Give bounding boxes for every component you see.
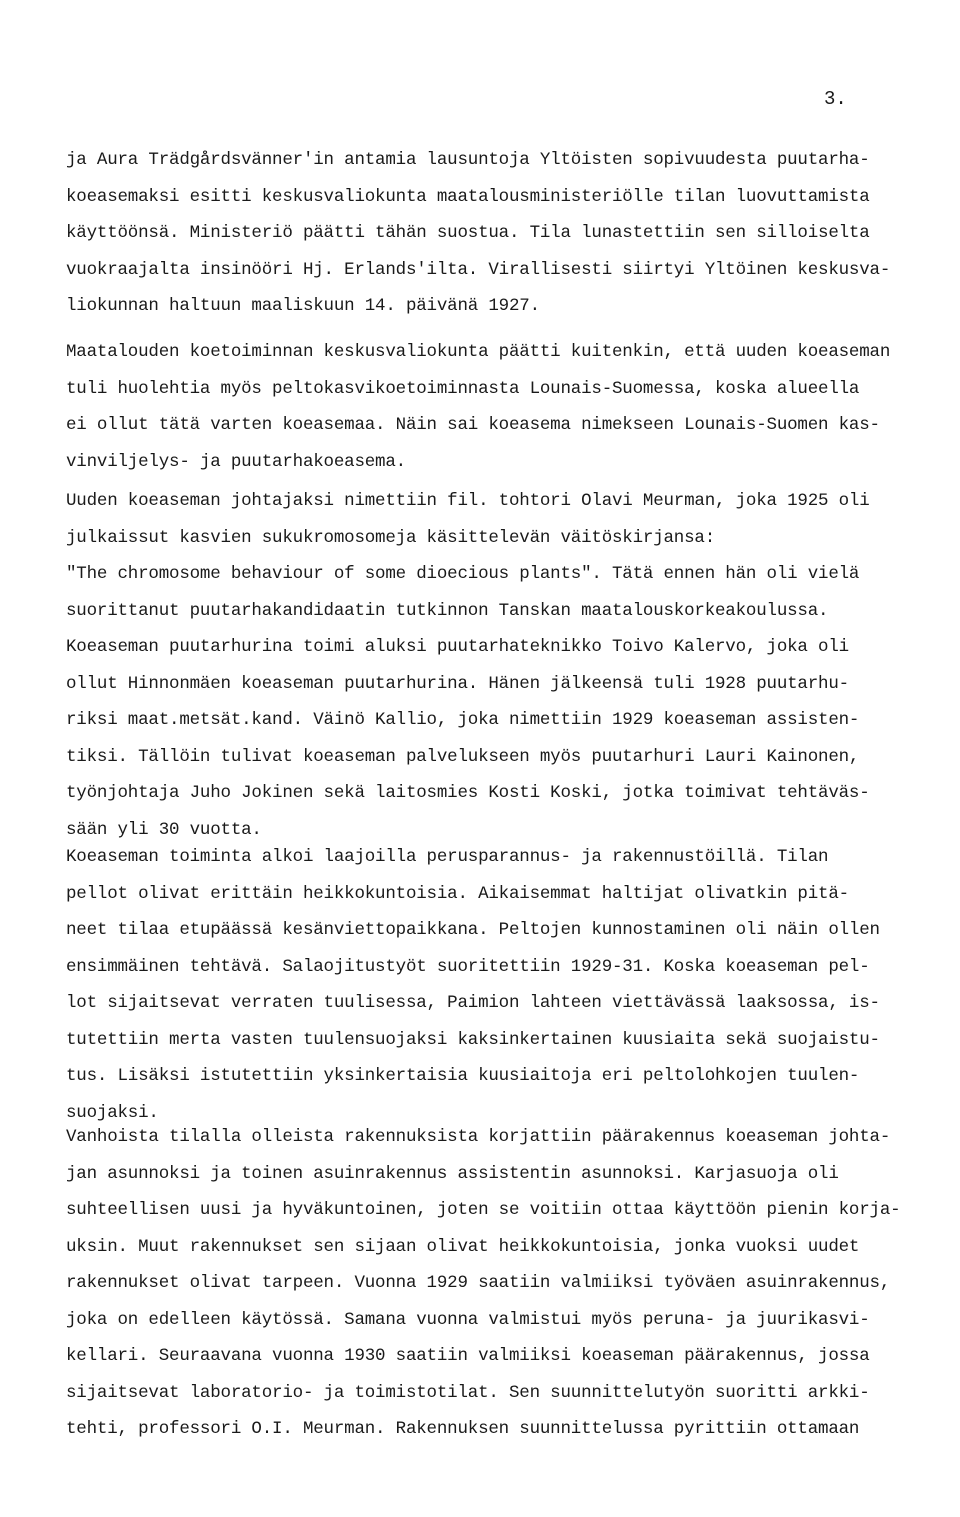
text-line: jan asunnoksi ja toinen asuinrakennus assistentin asunnoksi. Karjasuoja oli <box>66 1163 839 1184</box>
text-line: tiksi. Tällöin tulivat koeaseman palvelukseen myös puutarhuri Lauri Kainonen, <box>66 746 860 767</box>
text-line: ja Aura Trädgårdsvänner'in antamia lausuntoja Yltöisten sopivuudesta puutarha- <box>66 150 870 170</box>
paragraph-3 <box>66 483 946 848</box>
text-line: neet tilaa etupäässä kesänviettopaikkana. Peltojen kunnostaminen oli näin ollen <box>66 920 880 940</box>
text-line: ollut Hinnonmäen koeaseman puutarhurina. Hänen jälkeensä tuli 1928 puutarhu- <box>66 673 849 694</box>
text-line: suorittanut puutarhakandidaatin tutkinnon Tanskan maatalouskorkeakoulussa. <box>66 600 829 621</box>
text-line: koeasemaksi esitti keskusvaliokunta maatalousministeriölle tilan luovuttamista <box>66 186 870 207</box>
text-line: ensimmäinen tehtävä. Salaojitustyöt suoritettiin 1929-31. Koska koeaseman pel- <box>66 956 870 977</box>
text-line: vinviljelys- ja puutarhakoeasema. <box>66 451 406 472</box>
text-line: Koeaseman toiminta alkoi laajoilla perusparannus- ja rakennustöillä. Tilan <box>66 847 829 867</box>
text-line: pellot olivat erittäin heikkokuntoisia. Aikaisemmat haltijat olivatkin pitä- <box>66 883 849 904</box>
text-line: työnjohtaja Juho Jokinen sekä laitosmies Kosti Koski, jotka toimivat tehtäväs- <box>66 783 870 803</box>
text-line: käyttöönsä. Ministeriö päätti tähän suostua. Tila lunastettiin sen silloiselta <box>66 223 870 243</box>
text-line: riksi maat.metsät.kand. Väinö Kallio, joka nimettiin 1929 koeaseman assisten- <box>66 710 860 730</box>
page-number: 3. <box>824 88 847 110</box>
text-line: Uuden koeaseman johtajaksi nimettiin fil. tohtori Olavi Meurman, joka 1925 oli <box>66 491 870 511</box>
text-line: tutettiin merta vasten tuulensuojaksi kaksinkertainen kuusiaita sekä suojaistu- <box>66 1029 880 1050</box>
paragraph-2 <box>66 334 946 480</box>
text-line: sijaitsevat laboratorio- ja toimistotilat. Sen suunnittelutyön suoritti arkki- <box>66 1382 870 1403</box>
text-line: Maatalouden koetoiminnan keskusvaliokunta päätti kuitenkin, että uuden koeaseman <box>66 342 891 362</box>
text-line: kellari. Seuraavana vuonna 1930 saatiin valmiiksi koeaseman päärakennus, jossa <box>66 1346 870 1366</box>
text-line: Vanhoista tilalla olleista rakennuksista korjattiin päärakennus koeaseman johta- <box>66 1127 891 1147</box>
text-line: "The chromosome behaviour of some dioecious plants". Tätä ennen hän oli vielä <box>66 564 860 584</box>
text-line: suojaksi. <box>66 1102 159 1123</box>
text-line: liokunnan haltuun maaliskuun 14. päivänä 1927. <box>66 296 540 316</box>
text-line: tehti, professori O.I. Meurman. Rakennuksen suunnittelussa pyrittiin ottamaan <box>66 1419 860 1439</box>
text-line: vuokraajalta insinööri Hj. Erlands'ilta. Virallisesti siirtyi Yltöinen keskusva- <box>66 259 891 280</box>
text-line: tus. Lisäksi istutettiin yksinkertaisia kuusiaitoja eri peltolohkojen tuulen- <box>66 1066 860 1086</box>
text-line: julkaissut kasvien sukukromosomeja käsittelevän väitöskirjansa: <box>66 527 716 548</box>
paragraph-1 <box>66 142 946 325</box>
text-line: suhteellisen uusi ja hyväkuntoinen, joten se voitiin ottaa käyttöön pienin korja- <box>66 1200 901 1220</box>
text-line: rakennukset olivat tarpeen. Vuonna 1929 saatiin valmiiksi työväen asuinrakennus, <box>66 1273 891 1293</box>
text-line: uksin. Muut rakennukset sen sijaan olivat heikkokuntoisia, jonka vuoksi uudet <box>66 1236 860 1257</box>
text-line: joka on edelleen käytössä. Samana vuonna valmistui myös peruna- ja juurikasvi- <box>66 1309 870 1330</box>
text-line: Koeaseman puutarhurina toimi aluksi puutarhateknikko Toivo Kalervo, joka oli <box>66 637 849 657</box>
text-line: lot sijaitsevat verraten tuulisessa, Paimion lahteen viettävässä laaksossa, is- <box>66 993 880 1013</box>
paragraph-4 <box>66 839 946 1131</box>
text-line: ei ollut tätä varten koeasemaa. Näin sai koeasema nimekseen Lounais-Suomen kas- <box>66 415 880 435</box>
text-line: sään yli 30 vuotta. <box>66 819 262 840</box>
paragraph-5 <box>66 1119 946 1448</box>
text-line: tuli huolehtia myös peltokasvikoetoiminnasta Lounais-Suomessa, koska alueella <box>66 378 860 399</box>
